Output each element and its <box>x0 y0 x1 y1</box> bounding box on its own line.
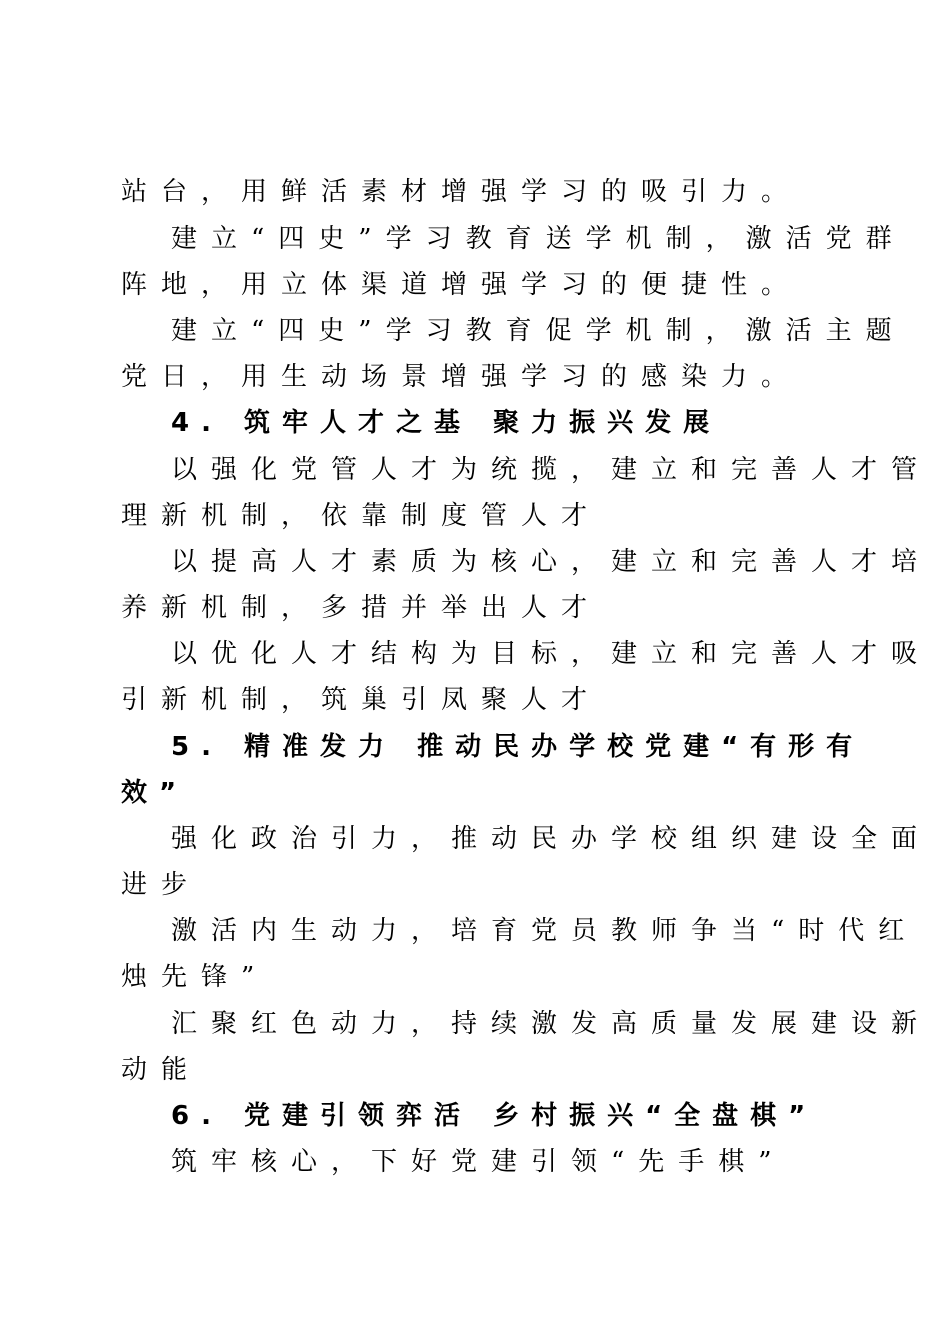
text-line: 理新机制，依靠制度管人才 <box>121 501 602 531</box>
section-heading: 6. 党建引领弈活 乡村振兴“全盘棋” <box>171 1101 818 1131</box>
text-line: 以强化党管人才为统揽，建立和完善人才管 <box>171 455 932 485</box>
text-line: 阵地，用立体渠道增强学习的便捷性。 <box>121 270 802 300</box>
text-line: 强化政治引力，推动民办学校组织建设全面 <box>171 824 932 854</box>
section-heading: 5. 精准发力 推动民办学校党建“有形有 <box>171 732 865 762</box>
text-line: 以提高人才素质为核心，建立和完善人才培 <box>171 547 932 577</box>
text-line: 养新机制，多措并举出人才 <box>121 593 602 623</box>
text-line: 进步 <box>121 870 202 900</box>
text-line: 汇聚红色动力，持续激发高质量发展建设新 <box>171 1009 932 1039</box>
text-line: 烛先锋” <box>121 962 269 992</box>
text-line: 以优化人才结构为目标，建立和完善人才吸 <box>171 639 932 669</box>
section-heading-continued: 效” <box>121 778 189 808</box>
text-line: 激活内生动力，培育党员教师争当“时代红 <box>171 916 919 946</box>
text-line: 动能 <box>121 1055 202 1085</box>
text-line: 引新机制，筑巢引凤聚人才 <box>121 685 602 715</box>
text-line: 建立“四史”学习教育送学机制，激活党群 <box>171 224 906 254</box>
text-line: 站台，用鲜活素材增强学习的吸引力。 <box>121 177 802 207</box>
text-line: 筑牢核心，下好党建引领“先手棋” <box>171 1147 786 1177</box>
text-line: 党日，用生动场景增强学习的感染力。 <box>121 362 802 392</box>
section-heading: 4. 筑牢人才之基 聚力振兴发展 <box>171 408 722 438</box>
text-line: 建立“四史”学习教育促学机制，激活主题 <box>171 316 906 346</box>
